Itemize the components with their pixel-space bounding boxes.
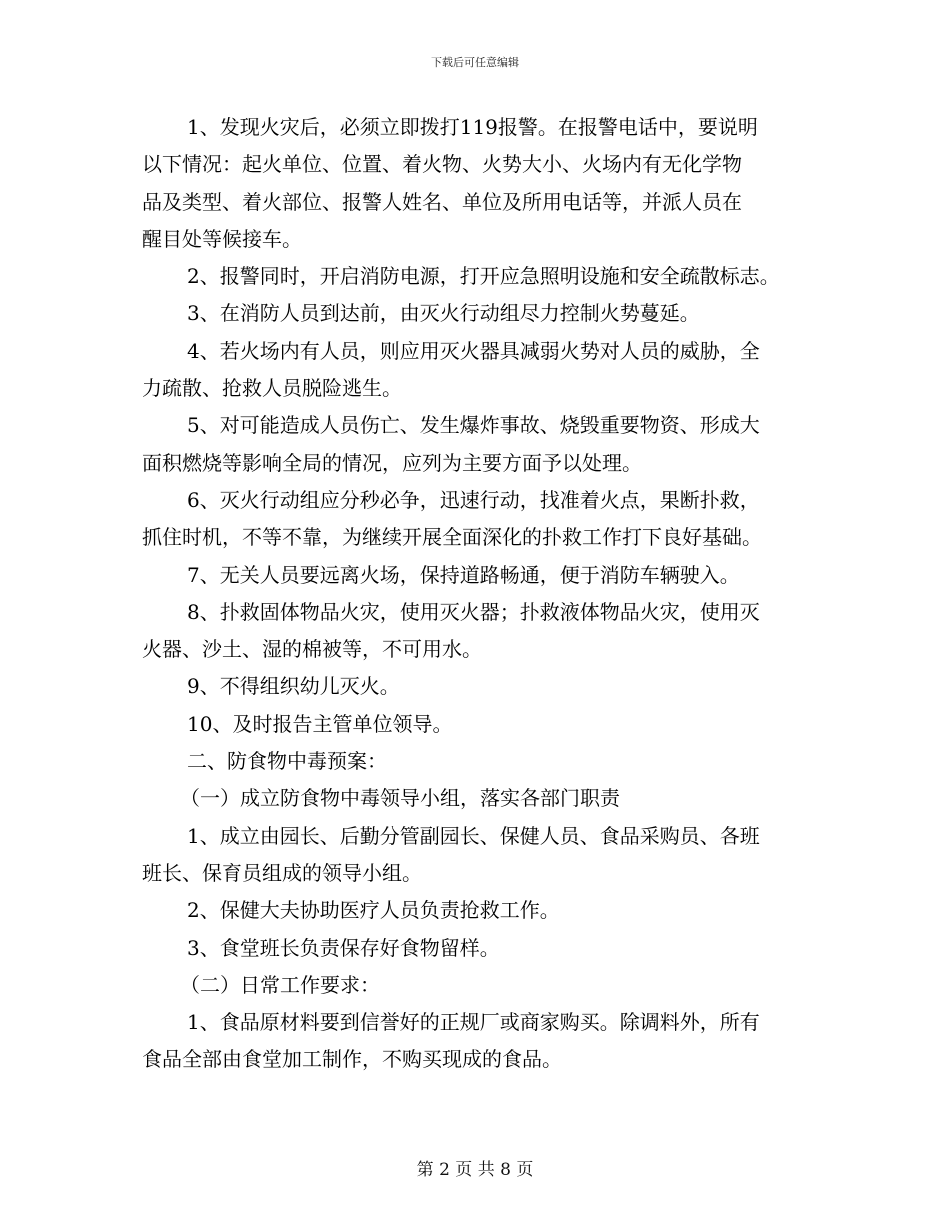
- body-line: 班长、保育员组成的领导小组。: [142, 860, 422, 885]
- subsection-heading: （二）日常工作要求：: [180, 972, 380, 997]
- body-line: 6、灭火行动组应分秒必争，迅速行动，找准着火点，果断扑救，: [187, 487, 760, 512]
- body-line: 9、不得组织幼儿灭火。: [187, 674, 400, 699]
- body-line: 10、及时报告主管单位领导。: [187, 711, 453, 736]
- body-line: 2、保健大夫协助医疗人员负责抢救工作。: [187, 898, 560, 923]
- body-line: 8、扑救固体物品火灾，使用灭火器；扑救液体物品火灾，使用灭: [187, 599, 760, 624]
- subsection-heading: （一）成立防食物中毒领导小组，落实各部门职责: [180, 786, 620, 811]
- body-line: 品及类型、着火部位、报警人姓名、单位及所用电话等，并派人员在: [142, 189, 742, 214]
- section-heading: 二、防食物中毒预案：: [187, 749, 387, 774]
- body-line: 1、成立由园长、后勤分管副园长、保健人员、食品采购员、各班: [187, 823, 760, 848]
- body-line: 1、食品原材料要到信誉好的正规厂或商家购买。除调料外，所有: [187, 1010, 760, 1035]
- body-line: 3、食堂班长负责保存好食物留样。: [187, 935, 500, 960]
- body-line: 1、发现火灾后，必须立即拨打119报警。在报警电话中，要说明: [187, 115, 758, 139]
- body-line: 火器、沙土、湿的棉被等，不可用水。: [142, 637, 482, 662]
- body-line: 力疏散、抢救人员脱险逃生。: [142, 376, 402, 401]
- body-line: 2、报警同时，开启消防电源，打开应急照明设施和安全疏散标志。: [187, 264, 780, 289]
- body-line: 5、对可能造成人员伤亡、发生爆炸事故、烧毁重要物资、形成大: [187, 413, 760, 438]
- body-line: 面积燃烧等影响全局的情况，应列为主要方面予以处理。: [142, 450, 642, 475]
- body-line: 4、若火场内有人员，则应用灭火器具减弱火势对人员的威胁，全: [187, 338, 760, 363]
- page-number-footer: 第 2 页 共 8 页: [416, 1160, 534, 1180]
- document-body: [142, 109, 832, 1079]
- body-line: 抓住时机，不等不靠，为继续开展全面深化的扑救工作打下良好基础。: [142, 525, 762, 550]
- page-header: 下载后可任意编辑: [431, 56, 519, 69]
- body-line: 食品全部由食堂加工制作，不购买现成的食品。: [142, 1047, 562, 1072]
- body-line: 醒目处等候接车。: [142, 226, 302, 251]
- body-line: 以下情况：起火单位、位置、着火物、火势大小、火场内有无化学物: [142, 152, 742, 177]
- body-line: 7、无关人员要远离火场，保持道路畅通，便于消防车辆驶入。: [187, 562, 740, 587]
- body-line: 3、在消防人员到达前，由灭火行动组尽力控制火势蔓延。: [187, 301, 700, 326]
